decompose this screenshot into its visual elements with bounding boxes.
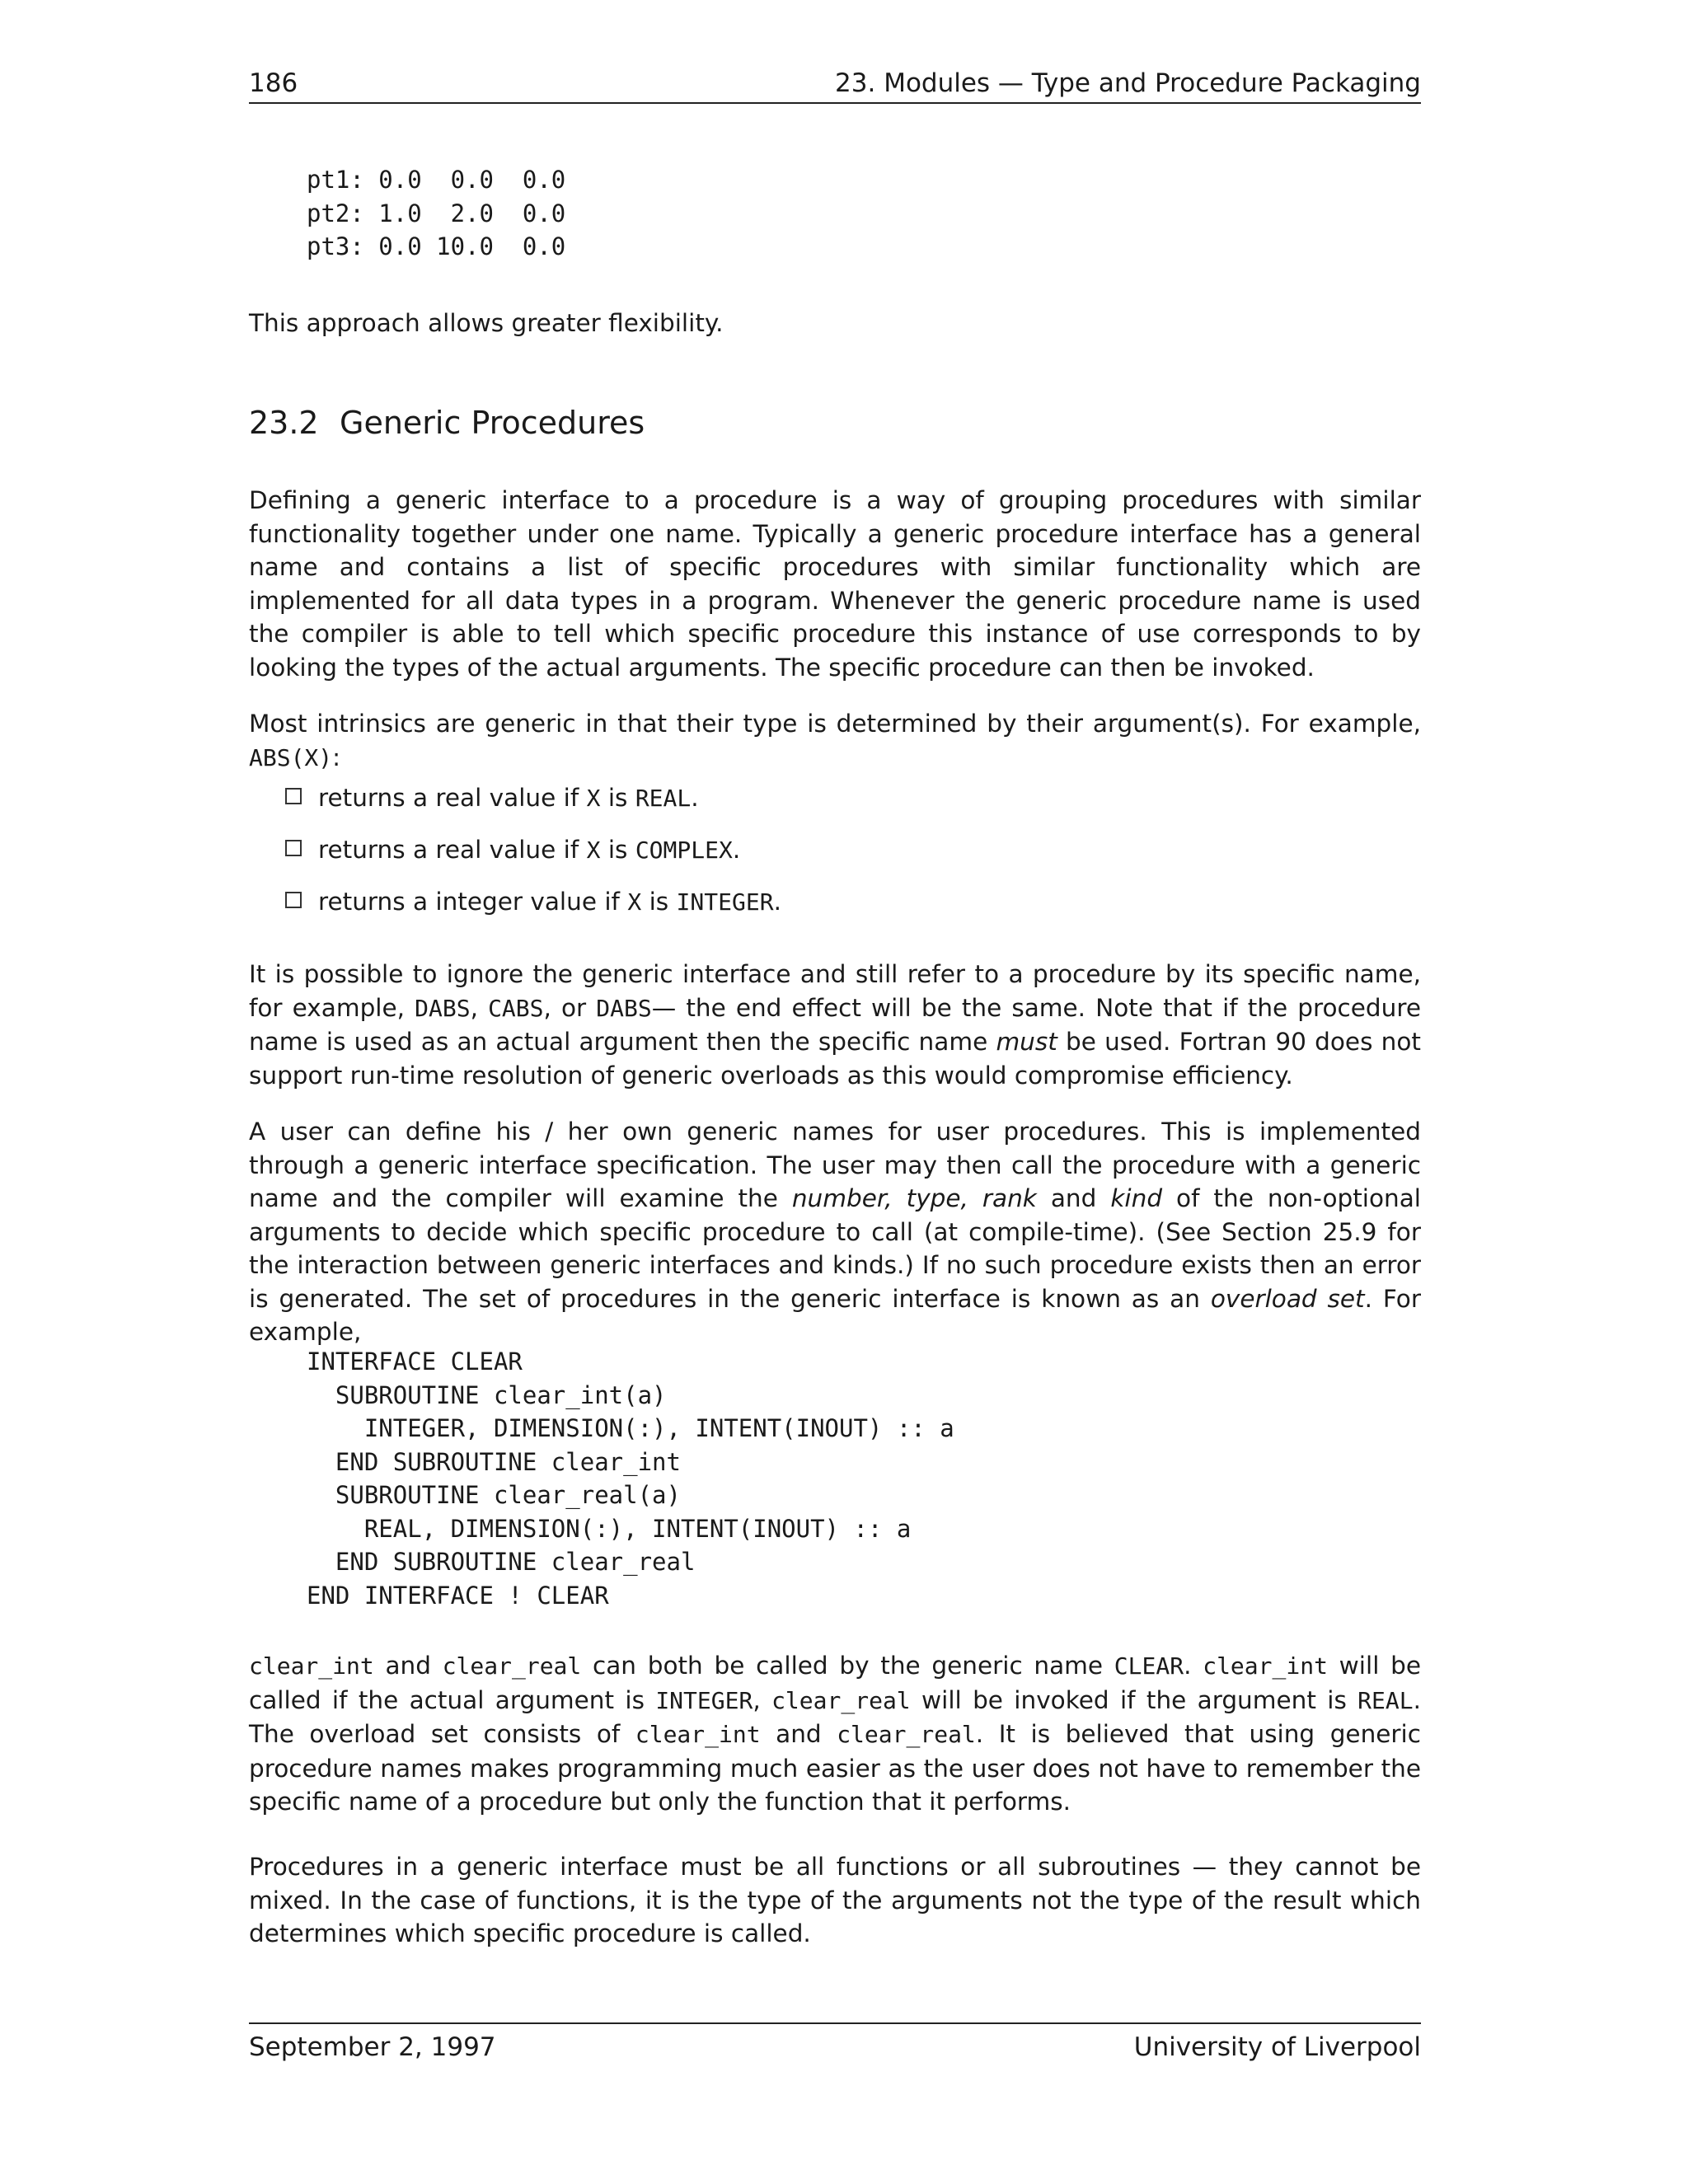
footer-institution: University of Liverpool	[1133, 2032, 1421, 2062]
code-line: END SUBROUTINE clear_int	[307, 1447, 681, 1476]
paragraph-intrinsics: Most intrinsics are generic in that their type is determined by their argument(s). For example, ABS(X):	[249, 710, 1421, 771]
inline-code: X	[627, 888, 642, 916]
code-line: INTERFACE CLEAR	[307, 1347, 523, 1376]
inline-code: X	[586, 837, 601, 864]
inline-code: INTEGER	[676, 888, 774, 916]
code-block	[307, 1345, 954, 1612]
running-title: 23. Modules — Type and Procedure Packaging	[835, 68, 1421, 98]
paragraph-specific-names: It is possible to ignore the generic interface and still refer to a procedure by its specific name, for example, DABS, CABS, or DABS— the end effect will be the same. Note that if the procedure name is used as an actual argument then the specific name must be used. Fortran 90 does not support run-time resolution of generic overloads as this would compromise efficiency.	[249, 960, 1421, 1090]
paragraph-flexibility: This approach allows greater flexibility.	[249, 309, 724, 337]
code-line: END SUBROUTINE clear_real	[307, 1548, 696, 1576]
code-line: INTEGER, DIMENSION(:), INTENT(INOUT) :: a	[307, 1414, 954, 1442]
section-title: Generic Procedures	[340, 405, 645, 441]
paragraph-generic-interface: Defining a generic interface to a procedure is a way of grouping procedures with similar functionality together under one name. Typically a generic procedure interface has a general name and contains a list of specific procedures with similar functionality which are implemented for all data types in a program. Whenever the generic procedure name is used the compiler is able to tell which specific procedure this instance of use corresponds to by looking the types of the actual arguments. The specific procedure can then be invoked.	[249, 486, 1421, 682]
checkbox-bullet-icon	[285, 788, 302, 804]
inline-code: REAL	[635, 785, 692, 812]
inline-code: ABS(X)	[249, 743, 333, 771]
page-footer	[249, 2022, 1421, 2062]
checkbox-bullet-icon	[285, 840, 302, 856]
footer-date: September 2, 1997	[249, 2032, 496, 2062]
code-line: REAL, DIMENSION(:), INTENT(INOUT) :: a	[307, 1514, 912, 1543]
code-line: SUBROUTINE clear_real(a)	[307, 1481, 681, 1509]
inline-code: X	[586, 785, 601, 812]
output-line: pt2: 1.0 2.0 0.0	[307, 199, 566, 227]
checkbox-bullet-icon	[285, 892, 302, 908]
paragraph-user-generic: A user can define his / her own generic names for user procedures. This is implemented through a generic interface specification. The user may then call the procedure with a generic name and the compiler will examine the number, type, rank and kind of the non-optional arguments to decide which specific procedure to call (at compile-time). (See Section 25.9 for the interaction between generic interfaces and kinds.) If no such procedure exists then an error is generated. The set of procedures in the generic interface is known as an overload set. For example,	[249, 1118, 1422, 1346]
page-number: 186	[249, 68, 298, 98]
code-line: END INTERFACE ! CLEAR	[307, 1581, 609, 1610]
inline-code: COMPLEX	[635, 837, 733, 864]
section-heading	[249, 402, 645, 443]
output-block	[307, 163, 565, 264]
list-item: returns a real value if X is COMPLEX.	[285, 833, 740, 868]
list-item: returns a integer value if X is INTEGER.	[285, 885, 781, 920]
output-line: pt3: 0.0 10.0 0.0	[307, 232, 566, 260]
paragraph-functions-subroutines: Procedures in a generic interface must be all functions or all subroutines — they cannot be mixed. In the case of functions, it is the type of the arguments not the type of the result which determines which specific procedure is called.	[249, 1853, 1421, 1947]
page-header	[249, 64, 1421, 104]
list-item: returns a real value if X is REAL.	[285, 781, 699, 816]
output-line: pt1: 0.0 0.0 0.0	[307, 166, 566, 194]
paragraph-overload-set: clear_int and clear_real can both be called by the generic name CLEAR. clear_int will be called if the actual argument is INTEGER, clear_real will be invoked if the argument is REAL. The overload set consists of clear_int and clear_real. It is believed that using generic procedure names makes programming much easier as the user does not have to remember the specific name of a procedure but only the function that it performs.	[249, 1652, 1421, 1816]
code-line: SUBROUTINE clear_int(a)	[307, 1380, 667, 1409]
section-number: 23.2	[249, 405, 319, 441]
